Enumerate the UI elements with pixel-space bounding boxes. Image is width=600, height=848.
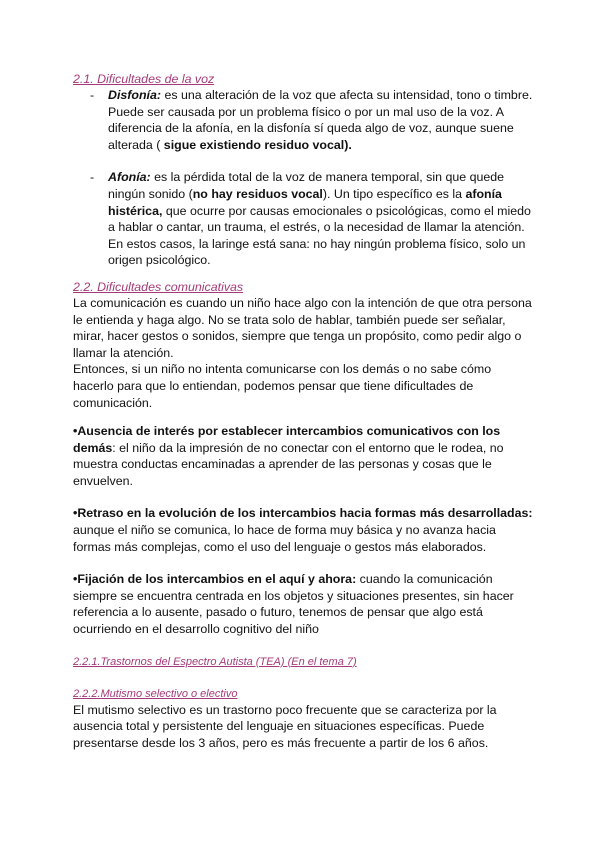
term-disfonia: Disfonía:: [108, 88, 162, 102]
paragraph-communication-difficulties: Entonces, si un niño no intenta comunicarse con los demás o no sabe cómo hacerlo para que lo entiendan, podemos pensar que tiene dificultades de comunicación.: [73, 362, 492, 410]
heading-voice-difficulties: 2.1. Dificultades de la voz: [73, 72, 215, 86]
list-dash: -: [90, 88, 95, 102]
heading-selective-mutism: 2.2.2.Mutismo selectivo o electivo: [73, 687, 238, 700]
paragraph-selective-mutism: El mutismo selectivo es un trastorno poco frecuente que se caracteriza por la ausencia total y persistente del lenguaje en situaciones específicas. Puede presentarse desde los 3 años, pero es más frecuente a partir de los 6 años.: [73, 702, 497, 750]
disfonia-bold: sigue existiendo residuo vocal).: [160, 137, 352, 152]
bullet-lack-of-interest: [73, 423, 533, 489]
bullet-lack-of-interest-text: : el niño da la impresión de no conectar con el entorno que le rodea, no muestra conductas encaminadas a aprender de las personas y cosas que le envuelven.: [73, 440, 504, 488]
list-item-afonia: [73, 169, 533, 269]
bullet-here-and-now-title: •Fijación de los intercambios en el aquí y ahora:: [73, 572, 357, 587]
afonia-bold-2: afonía histérica,: [108, 186, 502, 218]
afonia-text-2: ). Un tipo específico es la: [322, 186, 466, 201]
bullet-lack-of-interest-title: •Ausencia de interés por establecer intercambios comunicativos con los demás: [73, 424, 501, 455]
document-content: [73, 71, 533, 751]
heading-tea: 2.2.1.Trastornos del Espectro Autista (TEA) (En el tema 7): [73, 655, 357, 668]
disfonia-text: es una alteración de la voz que afecta su intensidad, tono o timbre. Puede ser causada por un problema físico o por un mal uso de la voz. A diferencia de la afonía, en la disfonía sí queda algo de voz, aunque suene alterada (: [108, 88, 533, 152]
list-item-disfonia: [73, 87, 533, 153]
bullet-here-and-now-text: cuando la comunicación siempre se encuentra centrada en los objetos y situaciones presentes, sin hacer referencia a lo ausente, pasado o futuro, tenemos de pensar que algo está ocurriendo en el desarrollo cognitivo del niño: [73, 572, 514, 637]
list-dash: -: [90, 170, 95, 185]
afonia-text-3: que ocurre por causas emocionales o psicológicas, como el miedo a hablar o cantar, un trauma, el estrés, o la necesidad de llamar la atención. En estos casos, la laringe está sana: no hay ningún problema físico, solo un origen psicológico.: [108, 203, 531, 268]
bullet-evolution-delay: [73, 505, 533, 555]
bullet-evolution-delay-title: •Retraso en la evolución de los intercambios hacia formas más desarrolladas:: [73, 506, 533, 521]
term-afonia: Afonía:: [108, 170, 151, 185]
afonia-text-1: es la pérdida total de la voz de manera temporal, sin que quede ningún sonido (: [108, 170, 505, 201]
bullet-evolution-delay-text: aunque el niño se comunica, lo hace de forma muy básica y no avanza hacia formas más complejas, como el uso del lenguaje o gestos más elaborados.: [73, 523, 496, 554]
paragraph-communication-definition: La comunicación es cuando un niño hace algo con la intención de que otra persona le entienda y haga algo. No se trata solo de hablar, también puede ser señalar, mirar, hacer gestos o sonidos, siempre que tenga un propósito, como pedir algo o llamar la atención.: [73, 295, 532, 360]
voice-difficulties-list: [73, 87, 533, 269]
afonia-bold-1: no hay residuos vocal: [192, 186, 323, 201]
heading-communicative-difficulties: 2.2. Dificultades comunicativas: [73, 279, 244, 294]
bullet-here-and-now: [73, 571, 533, 637]
